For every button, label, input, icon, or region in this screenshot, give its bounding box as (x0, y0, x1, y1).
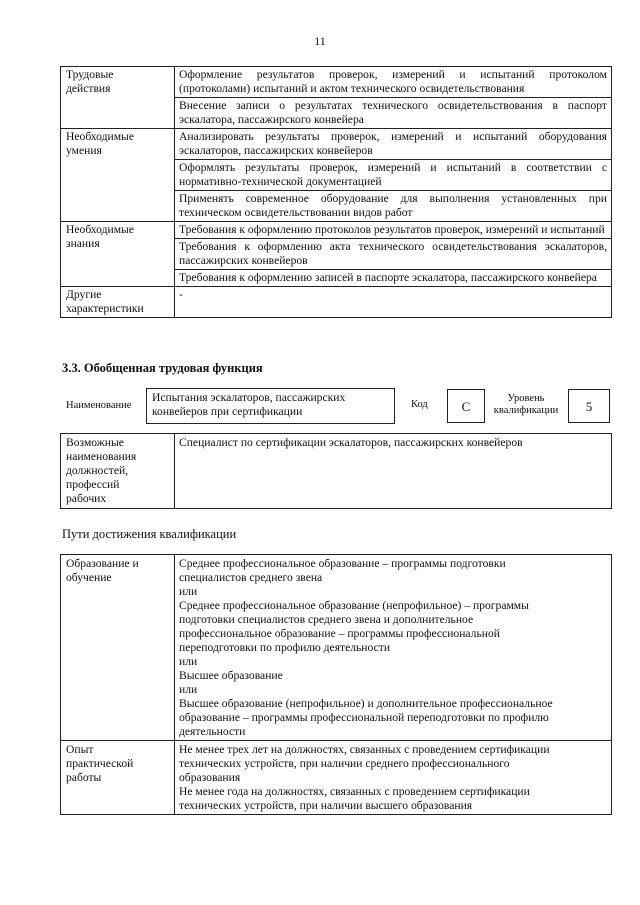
table-row (61, 222, 612, 239)
table-row (61, 129, 612, 160)
row-label-other-characteristics (61, 287, 175, 318)
text-line: специалистов среднего звена (179, 571, 323, 584)
label-line: Трудовые (66, 68, 114, 81)
label-line: обучение (66, 571, 112, 584)
table-row (61, 434, 612, 509)
text-line: или (179, 683, 198, 696)
label-line: профессий (66, 478, 120, 491)
function-header-row (0, 387, 640, 427)
label-line: Опыт (66, 743, 94, 756)
text-line: профессиональное образование – программы профессиональной (179, 627, 500, 640)
qualification-paths-table (60, 554, 612, 815)
page-number: 11 (314, 34, 326, 48)
name-value-line: конвейеров при сертификации (152, 405, 303, 418)
level-value-box: 5 (568, 389, 610, 423)
skill-item: Применять современное оборудование для выполнения установленных при техническом освидетельствовании видов работ (175, 191, 612, 222)
text-line: переподготовки по профилю деятельности (179, 641, 391, 654)
label-line: должностей, (66, 464, 129, 477)
text-line: образования (179, 771, 241, 784)
code-value-box: C (447, 389, 485, 423)
table-row (61, 741, 612, 815)
level-label-line: Уровень (507, 393, 545, 404)
name-label: Наименование (66, 400, 132, 411)
label-line: характеристики (66, 302, 144, 315)
text-line: или (179, 655, 198, 668)
table-row (61, 67, 612, 98)
skill-item: Анализировать результаты проверок, измерений и испытаний оборудования эскалаторов, пассажирских конвейеров (175, 129, 612, 160)
text-line: деятельности (179, 725, 246, 738)
text-line: подготовки специалистов среднего звена и дополнительное (179, 613, 474, 626)
experience-requirements (175, 741, 612, 815)
education-requirements (175, 555, 612, 741)
job-titles-table (60, 433, 612, 509)
text-line: технических устройств, при наличии среднего профессионального (179, 757, 510, 770)
text-line: Среднее профессиональное образование (непрофильное) – программы (179, 599, 529, 612)
row-label-experience (61, 741, 175, 815)
row-label-labor-actions (61, 67, 175, 129)
job-title-value: Специалист по сертификации эскалаторов, пассажирских конвейеров (175, 434, 612, 509)
label-line: рабочих (66, 492, 107, 505)
text-line: технических устройств, при наличии высшего образования (179, 799, 473, 812)
label-line: знания (66, 237, 100, 250)
text-line: Высшее образование (179, 669, 283, 682)
other-characteristics-value: - (175, 287, 612, 318)
labor-functions-table (60, 66, 612, 318)
row-label-job-titles (61, 434, 175, 509)
label-line: практической (66, 757, 134, 770)
table-row (61, 555, 612, 741)
row-label-required-knowledge (61, 222, 175, 287)
label-line: Другие (66, 288, 102, 301)
section-title: 3.3. Обобщенная трудовая функция (62, 361, 263, 375)
label-line: Возможные (66, 436, 124, 449)
table-row (61, 287, 612, 318)
qualification-paths-title: Пути достижения квалификации (62, 527, 237, 541)
label-line: Необходимые (66, 130, 134, 143)
row-label-education (61, 555, 175, 741)
text-line: Высшее образование (непрофильное) и дополнительное профессиональное (179, 697, 553, 710)
label-line: Образование и (66, 557, 139, 570)
name-value-line: Испытания эскалаторов, пассажирских (152, 391, 346, 404)
text-line: или (179, 585, 198, 598)
name-value-box (146, 388, 395, 424)
text-line: Не менее трех лет на должностях, связанных с проведением сертификации (179, 743, 550, 756)
knowledge-item: Требования к оформлению протоколов результатов проверок, измерений и испытаний (175, 222, 612, 239)
code-label: Код (411, 399, 428, 410)
row-label-required-skills (61, 129, 175, 222)
label-line: работы (66, 771, 102, 784)
text-line: Не менее года на должностях, связанных с проведением сертификации (179, 785, 530, 798)
label-line: наименования (66, 450, 137, 463)
level-label (486, 393, 566, 417)
label-line: умения (66, 144, 102, 157)
level-label-line: квалификации (493, 405, 559, 416)
skill-item: Оформлять результаты проверок, измерений и испытаний в соответствии с нормативно-технической документацией (175, 160, 612, 191)
label-line: действия (66, 82, 111, 95)
labor-action-item: Внесение записи о результатах технического освидетельствования в паспорт эскалатора, пассажирского конвейера (175, 98, 612, 129)
text-line: Среднее профессиональное образование – программы подготовки (179, 557, 506, 570)
text-line: образование – программы профессиональной переподготовки по профилю (179, 711, 549, 724)
knowledge-item: Требования к оформлению записей в паспорте эскалатора, пассажирского конвейера (175, 270, 612, 287)
label-line: Необходимые (66, 223, 134, 236)
labor-action-item: Оформление результатов проверок, измерений и испытаний протоколом (протоколами) испытаний и актом технического освидетельствования (175, 67, 612, 98)
knowledge-item: Требования к оформлению акта технического освидетельствования эскалаторов, пассажирских конвейеров (175, 239, 612, 270)
